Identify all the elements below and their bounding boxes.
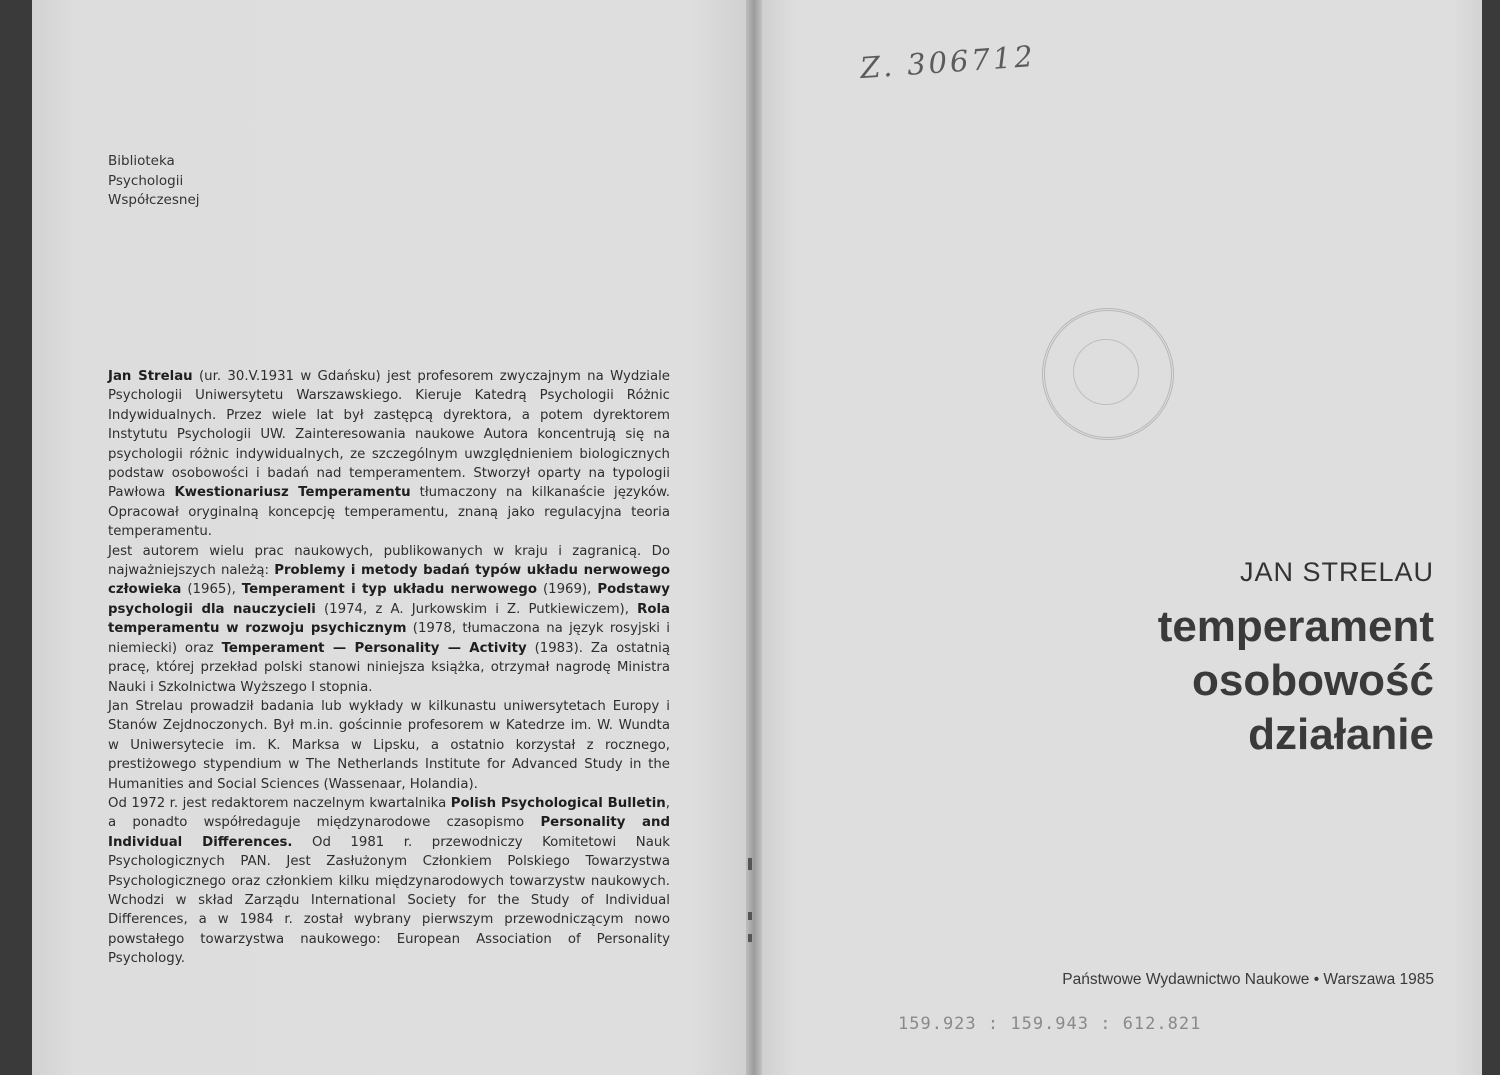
library-stamp-icon — [1042, 308, 1174, 440]
bio-bold-text: Kwestionariusz Temperamentu — [174, 485, 411, 501]
spine-mark — [748, 934, 752, 942]
bio-text: (1974, z A. Jurkowskim i Z. Putkiewiczem), — [315, 601, 638, 617]
spine-mark — [748, 912, 752, 920]
book-title — [1158, 600, 1434, 762]
bio-text: tłumaczony na kilkanaście języków. Opracował oryginalną koncepcję temperamentu, znaną jako regulacyjna teoria temperamentu. — [108, 485, 671, 540]
bio-text: (1983). Za ostatnią pracę, której przekład polski stanowi niniejsza książka, otrzymał nagrodę Ministra Nauki i Szkolnictwa Wyższego I stopnia. — [108, 640, 670, 695]
bio-bold-text: Personality and Individual Differences. — [108, 815, 670, 850]
bio-bold-text: Problemy i metody badań typów układu nerwowego człowieka — [108, 563, 671, 598]
bio-bold-text: Jan Strelau — [108, 369, 193, 384]
author-name: JAN STRELAU — [1239, 557, 1434, 587]
bio-text: Od 1981 r. przewodniczy Komitetowi Nauk Psychologicznych PAN. Jest Zasłużonym Członkiem Polskiego Towarzystwa Psychologicznego oraz członkiem kilku międzynarodowych towarzystw naukowych. Wchodzi w skład Zarządu International Society for the Study of Individual Differences, a w 1984 r. został wybrany pierwszym przewodniczącym nowo powstałego towarzystwa naukowego: European Association of Personality Psychology. — [108, 834, 670, 967]
bio-text: Jest autorem wielu prac naukowych, publikowanych w kraju i zagranicą. Do najważniejszych należą: — [108, 543, 670, 579]
bio-text: (1965), — [181, 582, 242, 598]
bio-paragraph — [108, 367, 670, 542]
bio-paragraph — [108, 697, 670, 794]
series-line: Psychologii — [108, 172, 184, 189]
title-line: działanie — [1248, 710, 1434, 759]
bio-text: (1969), — [536, 582, 598, 598]
series-name — [108, 152, 200, 211]
series-line: Współczesnej — [108, 192, 200, 208]
right-page — [760, 0, 1482, 1075]
classification-number: 159.923 : 159.943 : 612.821 — [898, 1014, 1202, 1034]
series-line: Biblioteka — [108, 153, 175, 169]
bio-text: (1978, tłumaczona na język rosyjski i niemiecki) oraz — [108, 621, 671, 656]
bio-bold-text: Podstawy psychologii dla nauczycieli — [108, 582, 670, 617]
bio-paragraph — [108, 542, 670, 697]
bio-text: , a ponadto współredaguje międzynarodowe czasopismo — [108, 795, 670, 831]
bio-text: Od 1972 r. jest redaktorem naczelnym kwartalnika — [108, 795, 451, 811]
author-biography — [108, 367, 670, 969]
bio-bold-text: Temperament — Personality — Activity — [221, 640, 527, 656]
bio-bold-text: Rola temperamentu w rozwoju psychicznym — [108, 601, 670, 637]
accession-number: Z. 306712 — [859, 38, 1037, 86]
bio-bold-text: Polish Psychological Bulletin — [450, 795, 666, 811]
title-line: osobowość — [1191, 656, 1434, 705]
bio-paragraph — [108, 794, 670, 969]
spine-mark — [748, 858, 752, 870]
bio-text: Jan Strelau prowadził badania lub wykłady w kilkunastu uniwersytetach Europy i Stanów Zejdnoczonych. Był m.in. gościnnie profesorem w Katedrze im. W. Wundta w Uniwersytecie im. K. Marksa w Lipsku, a ostatnio korzystał z rocznego, prestiżowego stypendium w The Netherlands Institute for Advanced Study in the Humanities and Social Sciences (Wassenaar, Holandia). — [108, 698, 670, 792]
title-line: temperament — [1157, 602, 1434, 651]
bio-text: (ur. 30.V.1931 w Gdańsku) jest profesorem zwyczajnym na Wydziale Psychologii Uniwersytetu Warszawskiego. Kieruje Katedrą Psychologii Różnic Indywidualnych. Przez wiele lat był zastępcą dyrektora, a potem dyrektorem Instytutu Psychologii UW. Zainteresowania naukowe Autora koncentrują się na psychologii różnic indywidualnych, ze szczególnym uwzględnieniem biologicznych podstaw osobowości i badań nad temperamentem. Stworzył oparty na typologii Pawłowa — [108, 369, 670, 501]
bio-bold-text: Temperament i typ układu nerwowego — [241, 582, 537, 598]
publisher-imprint: Państwowe Wydawnictwo Naukowe • Warszawa 1985 — [1062, 971, 1434, 988]
